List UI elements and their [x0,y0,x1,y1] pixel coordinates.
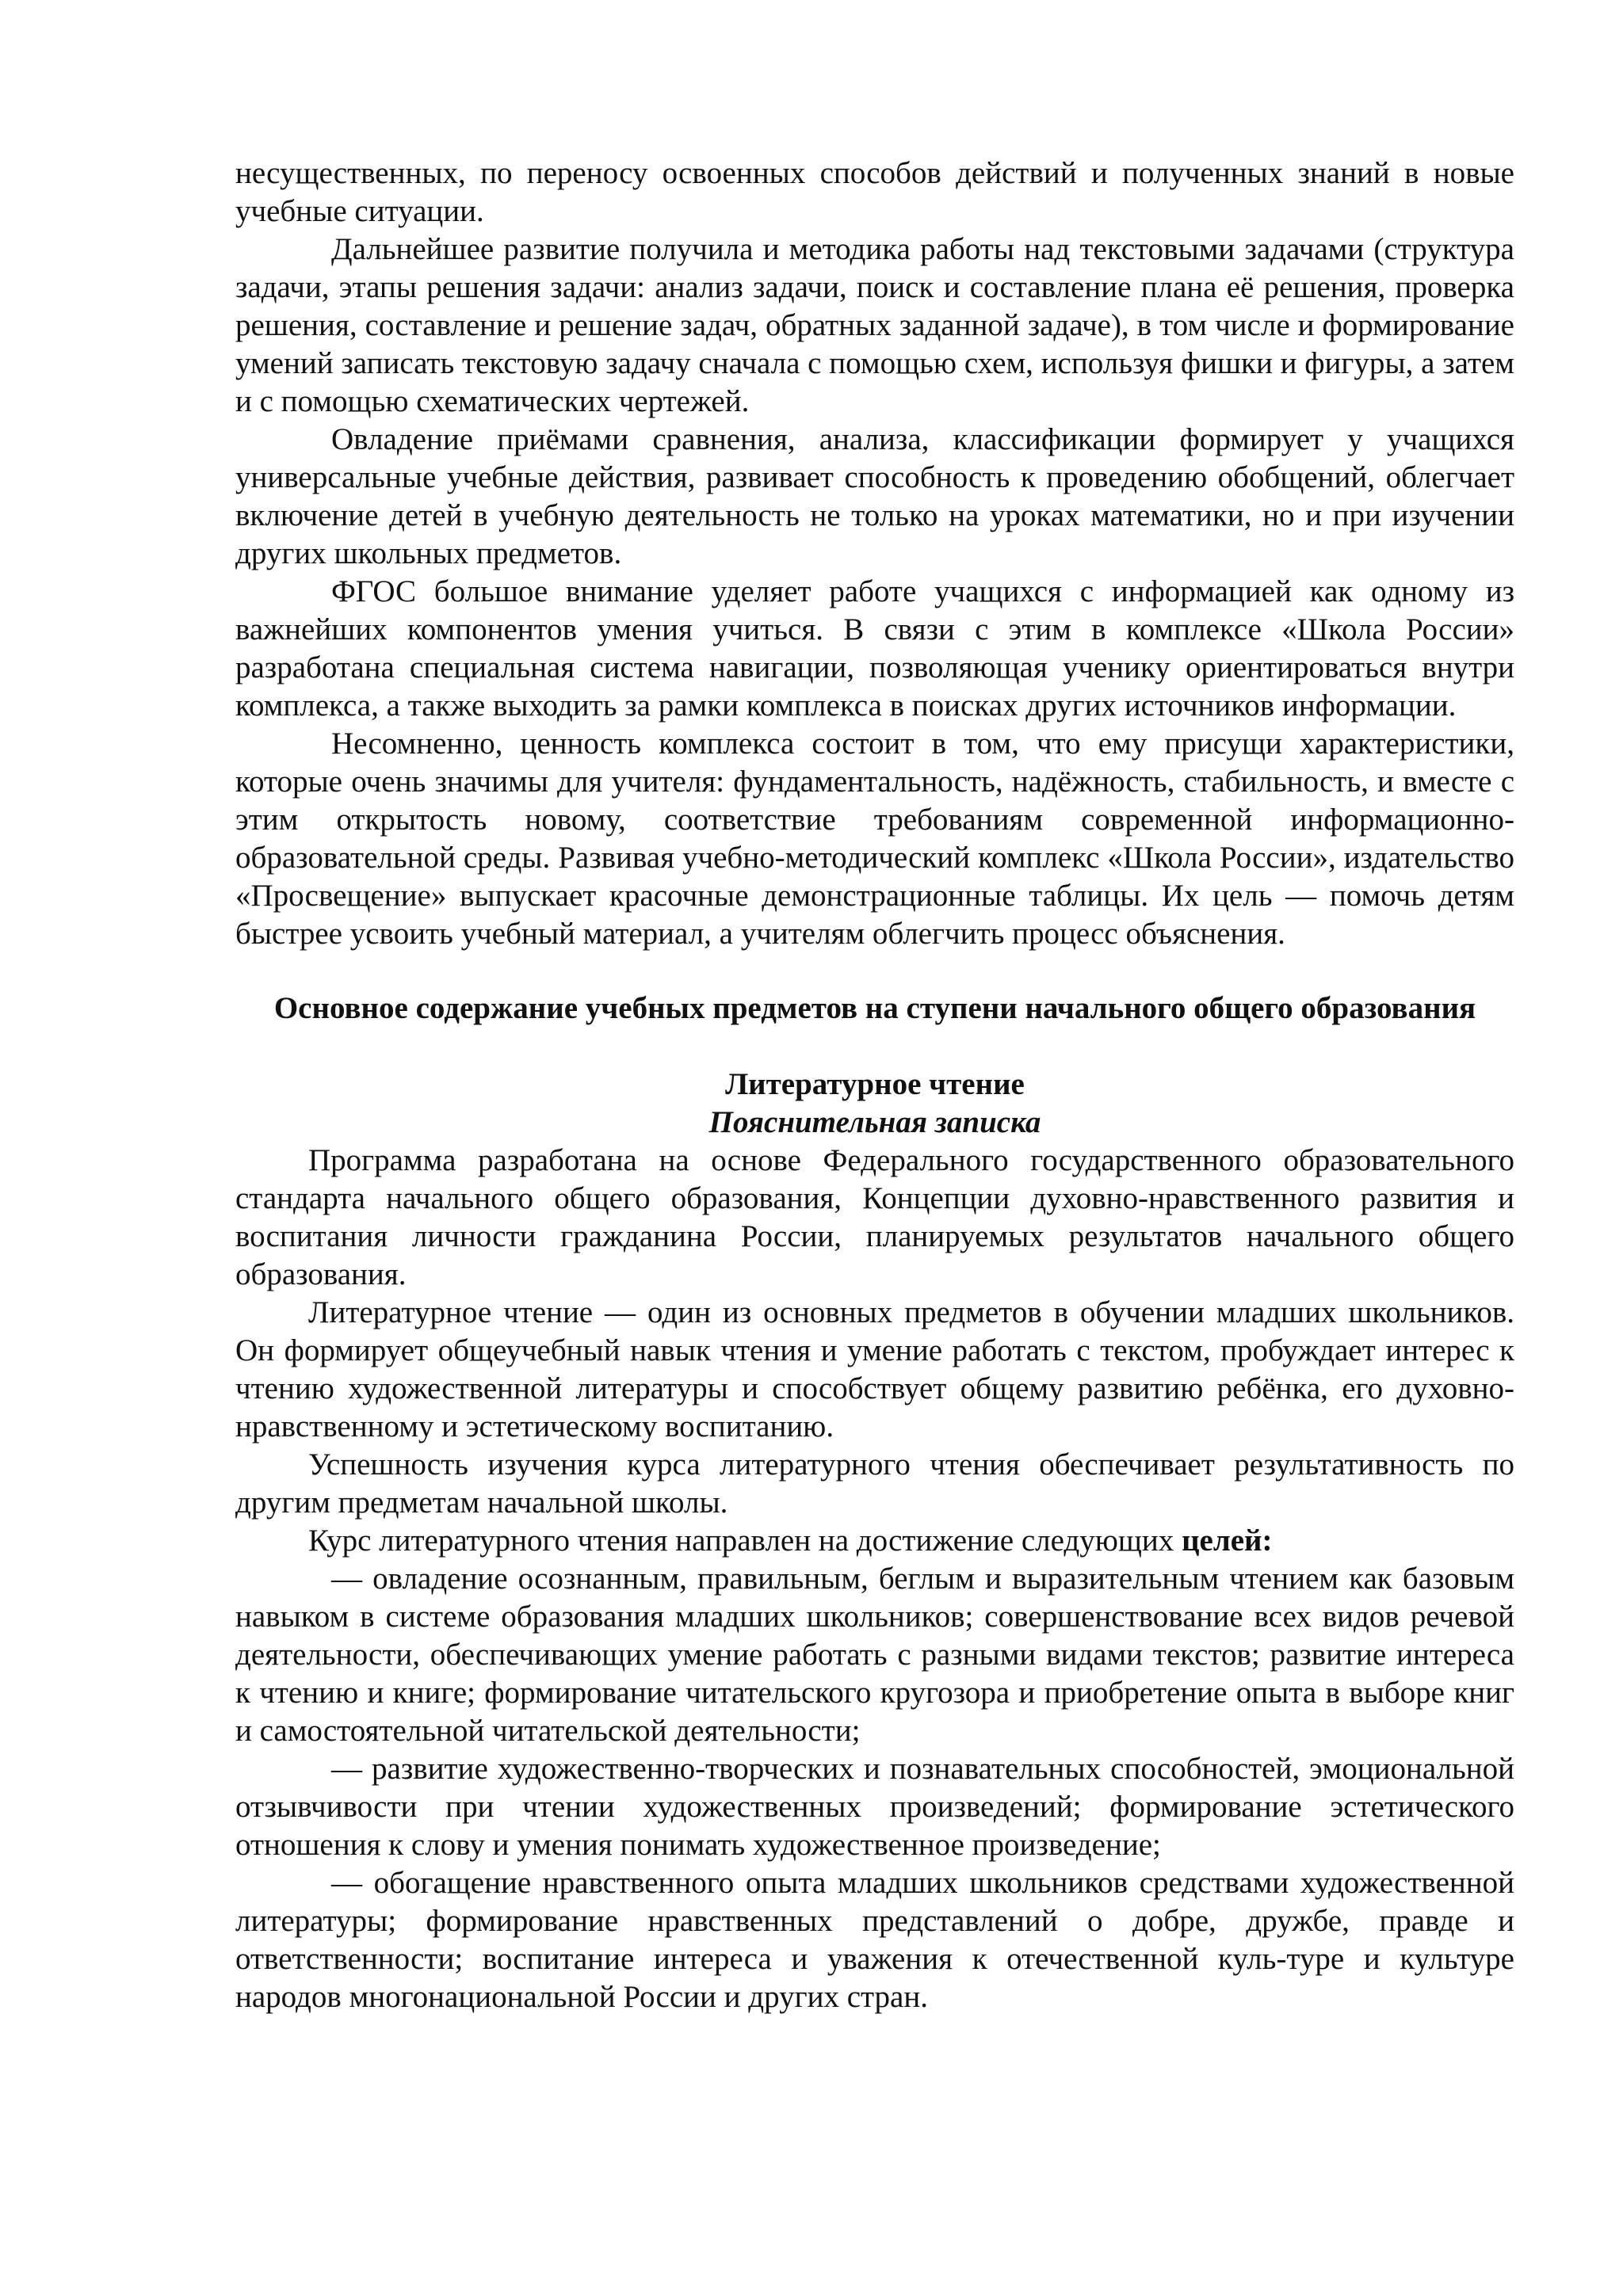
goals-intro-text: Курс литературного чтения направлен на достижение следующих [308,1524,1182,1558]
paragraph-literary-reading: Литературное чтение — один из основных предметов в обучении младших школьников. Он формирует общеучебный навык чтения и умение работать с текстом, пробуждает интерес к чтению художественной литературы и способствует общему развитию ребёнка, его духовно-нравственному и эстетическому воспитанию. [235,1295,1514,1444]
paragraph-value: Несомненно, ценность комплекса состоит в том, что ему присущи характеристики, которые очень значимы для учителя: фундаментальность, надёжность, стабильность, и вместе с этим открытость новому, соответствие требованиям современной информационно-образовательной среды. Развивая учебно-методический комплекс «Школа России», издательство «Просвещение» выпускает красочные демонстрационные таблицы. Их цель — помочь детям быстрее усвоить учебный материал, а учителям облегчить процесс объяснения. [235,727,1514,951]
paragraph-success: Успешность изучения курса литературного чтения обеспечивает результативность по другим предметам начальной школы. [235,1447,1514,1520]
goal-item: — овладение осознанным, правильным, беглым и выразительным чтением как базовым навыком в системе образования младших школьников; совершенствование всех видов речевой деятельности, обеспечивающих умение работать с разными видами текстов; развитие интереса к чтению и книге; формирование читательского кругозора и приобретение опыта в выборе книг и самостоятельной читательской деятельности; [235,1562,1514,1748]
paragraph-text-tasks: Дальнейшее развитие получила и методика работы над текстовыми задачами (структура задачи, этапы решения задачи: анализ задачи, поиск и составление плана её решения, проверка решения, составление и решение задач, обратных заданной задаче), в том числе и формирование умений записать текстовую задачу сначала с помощью схем, используя фишки и фигуры, а затем и с помощью схематических чертежей. [235,232,1514,418]
section-heading: Основное содержание учебных предметов на ступени начального общего образования [273,991,1476,1025]
subject-heading: Литературное чтение [725,1067,1025,1101]
goal-item: — обогащение нравственного опыта младших школьников средствами художественной литературы; формирование нравственных представлений о добре, дружбе, правде и ответственности; воспитание интереса и уважения к отечественной куль-туре и культуре народов многонациональной России и других стран. [235,1866,1514,2014]
goals-word: целей: [1182,1524,1273,1558]
paragraph-continuation: несущественных, по переносу освоенных способов действий и полученных знаний в новые учебные ситуации. [235,156,1514,228]
note-heading: Пояснительная записка [708,1105,1041,1139]
document-page [235,154,1514,2016]
paragraph-goals-intro [235,1522,1514,1560]
paragraph-program: Программа разработана на основе Федерального государственного образовательного стандарта начального общего образования, Концепции духовно-нравственного развития и воспитания личности гражданина России, планируемых результатов начального общего образования. [235,1143,1514,1291]
paragraph-comparison: Овладение приёмами сравнения, анализа, классификации формирует у учащихся универсальные учебные действия, развивает способность к проведению обобщений, облегчает включение детей в учебную деятельность не только на уроках математики, но и при изучении других школьных предметов. [235,422,1514,570]
goal-item: — развитие художественно-творческих и познавательных способностей, эмоциональной отзывчивости при чтении художественных произведений; формирование эстетического отношения к слову и умения понимать художественное произведение; [235,1752,1514,1862]
paragraph-fgos: ФГОС большое внимание уделяет работе учащихся с информацией как одному из важнейших компонентов умения учиться. В связи с этим в комплексе «Школа России» разработана специальная система навигации, позволяющая ученику ориентироваться внутри комплекса, а также выходить за рамки комплекса в поисках других источников информации. [235,574,1514,723]
